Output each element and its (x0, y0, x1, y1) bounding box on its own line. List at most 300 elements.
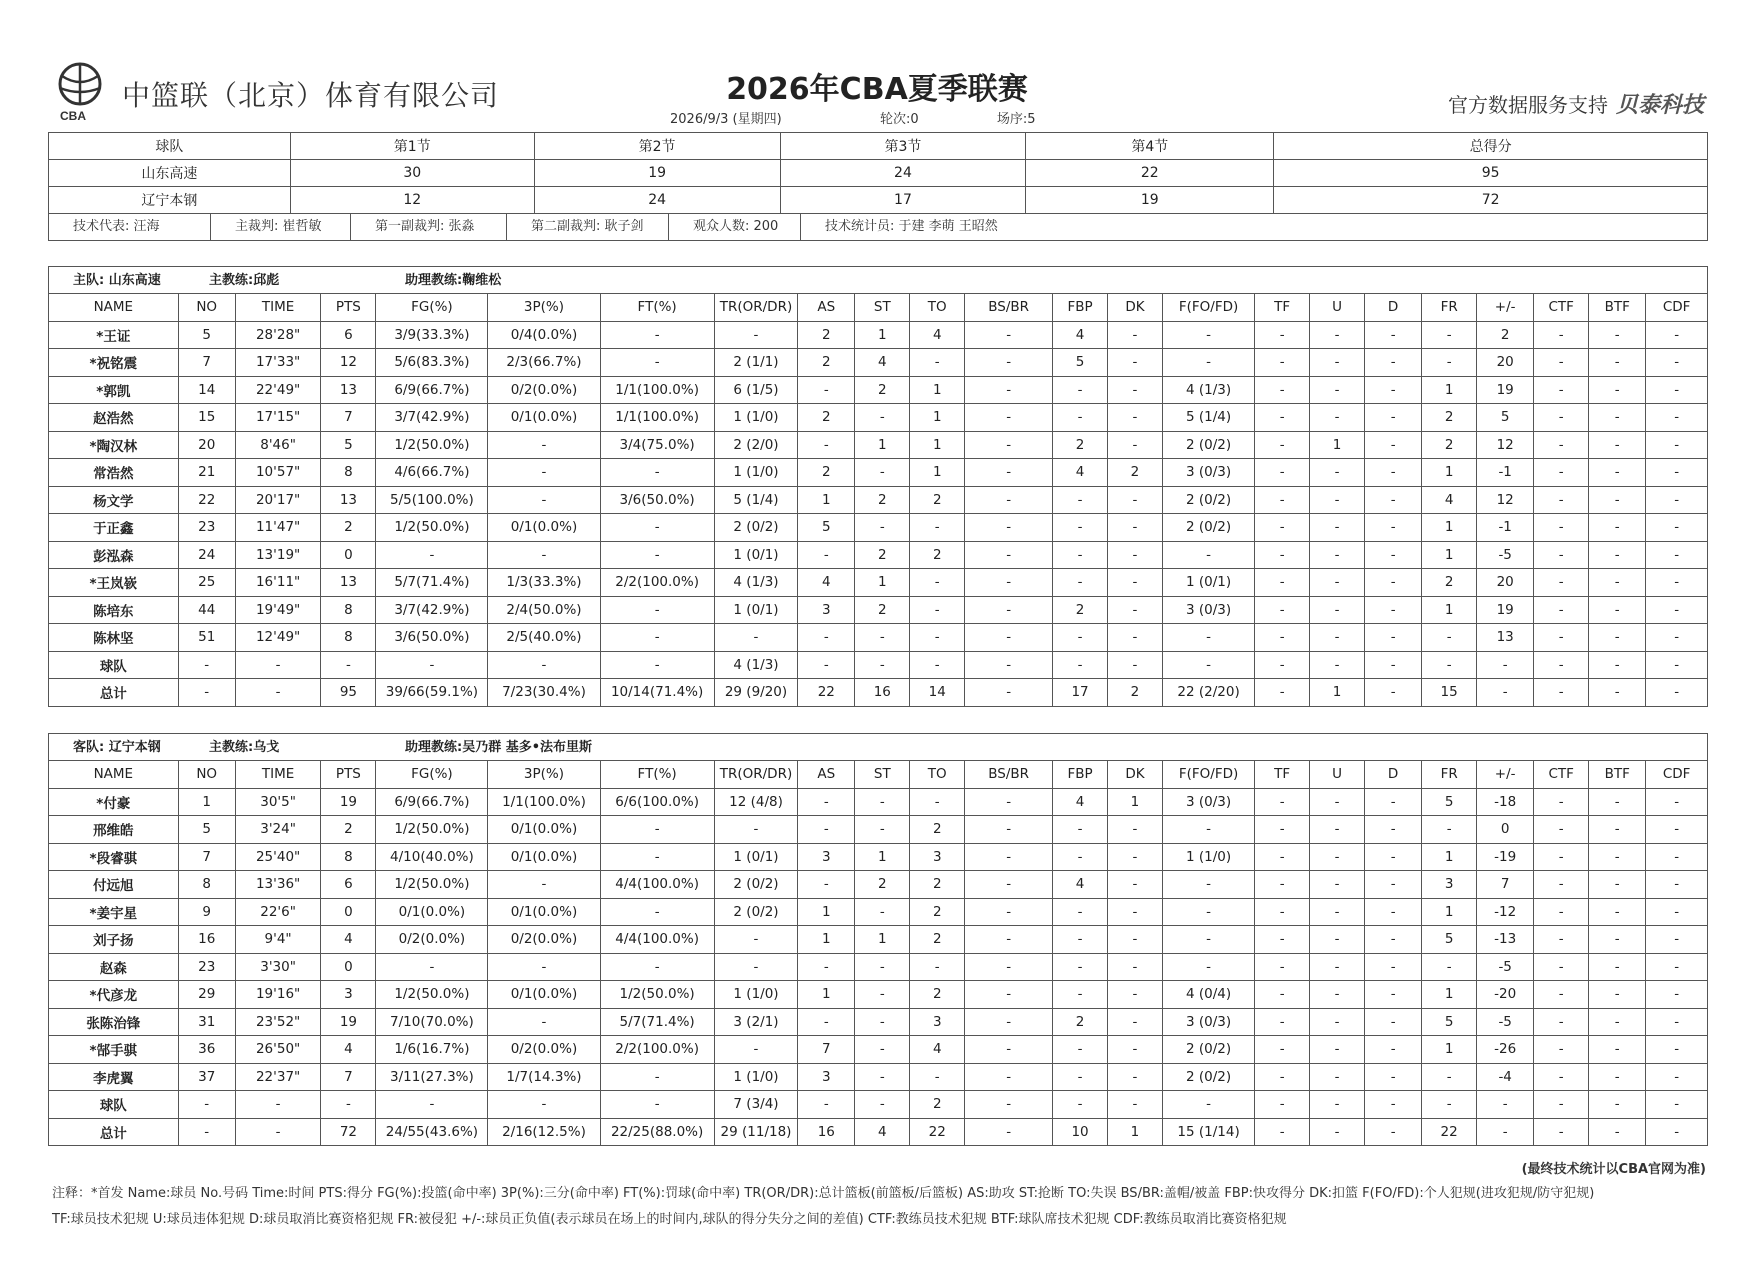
stat-cell: - (1365, 926, 1422, 954)
stat-cell: 1/2(50.0%) (376, 514, 488, 542)
stat-cell: - (1422, 651, 1477, 679)
stat-cell: - (965, 376, 1053, 404)
stat-cell: 1 (855, 431, 910, 459)
stat-cell: 2/5(40.0%) (488, 624, 600, 652)
column-header: AS (798, 294, 855, 322)
stat-cell: - (1108, 321, 1163, 349)
stat-cell: - (714, 321, 797, 349)
stat-cell: 2/2(100.0%) (600, 1036, 714, 1064)
stat-cell: - (1310, 321, 1365, 349)
stat-cell: 2/3(66.7%) (488, 349, 600, 377)
column-header: NAME (49, 761, 179, 789)
stat-cell: 1/2(50.0%) (376, 816, 488, 844)
stat-cell: - (1053, 651, 1108, 679)
stat-cell: - (1162, 651, 1254, 679)
stat-cell: - (910, 624, 965, 652)
stat-cell: 5 (178, 321, 235, 349)
stat-cell: - (488, 953, 600, 981)
footer-note: (最终技术统计以CBA官网为准) (1521, 1162, 1706, 1177)
stat-cell: - (1589, 569, 1646, 597)
stat-cell: - (965, 321, 1053, 349)
stat-cell: - (1108, 624, 1163, 652)
stat-cell: 2 (910, 981, 965, 1009)
stat-cell: - (965, 404, 1053, 432)
stat-cell: - (1365, 541, 1422, 569)
stat-cell: - (1108, 898, 1163, 926)
player-name: 总计 (49, 1118, 179, 1146)
stat-cell: 9'4" (235, 926, 321, 954)
game-title: 2026年CBA夏季联赛 (726, 72, 1028, 107)
stat-cell: - (910, 596, 965, 624)
stat-cell: - (855, 404, 910, 432)
stat-cell: 25 (178, 569, 235, 597)
stat-cell: 5 (1422, 926, 1477, 954)
stat-cell: - (1646, 981, 1708, 1009)
player-name: 刘子扬 (49, 926, 179, 954)
stat-cell: - (798, 431, 855, 459)
stat-cell: - (1053, 953, 1108, 981)
stat-cell: 15 (1/14) (1162, 1118, 1254, 1146)
stat-cell: 22 (178, 486, 235, 514)
home-player-row (49, 376, 1708, 404)
stat-cell: 72 (321, 1118, 376, 1146)
stat-cell: 4 (1422, 486, 1477, 514)
stat-cell: 2 (910, 1091, 965, 1119)
officials-row (48, 213, 1708, 241)
column-header: TR(OR/DR) (714, 294, 797, 322)
attendance: 观众人数: 200 (669, 214, 801, 240)
stat-cell: -13 (1477, 926, 1534, 954)
column-header: F(FO/FD) (1162, 294, 1254, 322)
stat-cell: 1 (855, 321, 910, 349)
stat-cell: 3 (2/1) (714, 1008, 797, 1036)
stat-cell: 95 (321, 679, 376, 707)
stat-cell: 29 (9/20) (714, 679, 797, 707)
stat-cell: - (855, 1063, 910, 1091)
stat-cell: - (1108, 651, 1163, 679)
score-cell: 22 (1026, 160, 1274, 187)
stat-cell: - (1646, 1118, 1708, 1146)
stat-cell: - (1646, 624, 1708, 652)
column-header: NO (178, 761, 235, 789)
stat-cell: 1/1(100.0%) (600, 376, 714, 404)
stat-cell: -5 (1477, 953, 1534, 981)
stat-cell: - (178, 679, 235, 707)
stat-cell: 1/6(16.7%) (376, 1036, 488, 1064)
stat-cell: - (376, 953, 488, 981)
stat-cell: 1/2(50.0%) (376, 431, 488, 459)
stat-cell: - (1162, 1091, 1254, 1119)
stat-cell: - (1255, 596, 1310, 624)
stat-cell: - (1589, 431, 1646, 459)
stat-cell: - (1534, 1008, 1589, 1036)
stat-cell: - (1589, 1118, 1646, 1146)
stat-cell: 5 (798, 514, 855, 542)
stat-cell: 14 (178, 376, 235, 404)
stat-cell: 1 (1/0) (714, 459, 797, 487)
stat-cell: - (1365, 1036, 1422, 1064)
stat-cell: 2 (1053, 596, 1108, 624)
stat-cell: - (1534, 376, 1589, 404)
stat-cell: 5/7(71.4%) (376, 569, 488, 597)
stat-cell: - (600, 514, 714, 542)
stat-cell: 5 (1/4) (1162, 404, 1254, 432)
stat-cell: - (1422, 624, 1477, 652)
stat-cell: - (1589, 624, 1646, 652)
stat-cell: - (1255, 459, 1310, 487)
stat-cell: - (1310, 569, 1365, 597)
away-player-row (49, 843, 1708, 871)
stat-cell: 13'19" (235, 541, 321, 569)
stat-cell: - (1310, 514, 1365, 542)
stat-cell: 4 (798, 569, 855, 597)
stat-cell: 0/1(0.0%) (488, 816, 600, 844)
score-header: 总得分 (1274, 133, 1708, 160)
stat-cell: 22 (798, 679, 855, 707)
company-name: 中篮联（北京）体育有限公司 (122, 79, 500, 112)
score-header: 第1节 (290, 133, 534, 160)
stat-cell: 2 (855, 541, 910, 569)
stat-cell: - (965, 1036, 1053, 1064)
stat-cell: -5 (1477, 1008, 1534, 1036)
away-player-row (49, 816, 1708, 844)
stat-cell: - (1255, 376, 1310, 404)
stat-cell: 22 (910, 1118, 965, 1146)
home-assistant: 助理教练:鞠维松 (405, 273, 502, 288)
stat-cell: - (1534, 1091, 1589, 1119)
stat-cell: - (1310, 926, 1365, 954)
stat-cell: 15 (1422, 679, 1477, 707)
stat-cell: 2 (0/2) (714, 871, 797, 899)
stat-cell: - (376, 541, 488, 569)
stat-cell: 2 (0/2) (1162, 1036, 1254, 1064)
stat-cell: 3'30" (235, 953, 321, 981)
score-header: 球队 (49, 133, 291, 160)
player-name: *姜宇星 (49, 898, 179, 926)
stat-cell: - (1108, 514, 1163, 542)
column-header: 3P(%) (488, 294, 600, 322)
stat-cell: - (1646, 651, 1708, 679)
stat-cell: 8'46" (235, 431, 321, 459)
stat-cell: 2 (798, 404, 855, 432)
stat-cell: 2 (910, 541, 965, 569)
stat-cell: - (1365, 349, 1422, 377)
column-header: TO (910, 761, 965, 789)
stat-cell: 12 (321, 349, 376, 377)
stat-cell: - (965, 1118, 1053, 1146)
stat-cell: 4 (1053, 459, 1108, 487)
stat-cell: - (1053, 514, 1108, 542)
stat-cell: - (488, 459, 600, 487)
stat-cell: - (965, 596, 1053, 624)
stat-cell: - (1589, 321, 1646, 349)
stat-cell: - (1646, 816, 1708, 844)
stat-cell: - (1646, 1008, 1708, 1036)
player-name: 赵浩然 (49, 404, 179, 432)
stat-cell: - (910, 651, 965, 679)
stat-cell: - (714, 926, 797, 954)
umpire-2: 第二副裁判: 耿子剑 (507, 214, 669, 240)
stat-cell: - (600, 321, 714, 349)
stat-cell: 12 (1477, 486, 1534, 514)
stat-cell: -4 (1477, 1063, 1534, 1091)
stat-cell: - (1534, 1063, 1589, 1091)
stat-cell: - (714, 816, 797, 844)
stat-cell: - (798, 871, 855, 899)
stat-cell: 1 (1108, 788, 1163, 816)
stat-cell: - (1422, 1063, 1477, 1091)
stat-cell: 1/2(50.0%) (600, 981, 714, 1009)
stat-cell: - (1255, 486, 1310, 514)
stat-cell: 3/6(50.0%) (600, 486, 714, 514)
stat-cell: 0/1(0.0%) (488, 404, 600, 432)
stat-cell: - (1255, 1063, 1310, 1091)
stat-cell: 2 (798, 321, 855, 349)
stat-cell: - (488, 431, 600, 459)
stat-cell: - (910, 1063, 965, 1091)
away-player-row (49, 1118, 1708, 1146)
stat-cell: - (235, 651, 321, 679)
column-header: PTS (321, 294, 376, 322)
stat-cell: - (178, 1091, 235, 1119)
stat-cell: - (1310, 843, 1365, 871)
stat-cell: - (1310, 1091, 1365, 1119)
stat-cell: - (1589, 679, 1646, 707)
stat-cell: - (1162, 541, 1254, 569)
stat-cell: 5/7(71.4%) (600, 1008, 714, 1036)
stat-cell: 1/3(33.3%) (488, 569, 600, 597)
stat-cell: 1 (1422, 514, 1477, 542)
stat-cell: 29 (11/18) (714, 1118, 797, 1146)
stat-cell: -5 (1477, 541, 1534, 569)
away-player-row (49, 1008, 1708, 1036)
stat-cell: 26'50" (235, 1036, 321, 1064)
stat-cell: 2 (1108, 679, 1163, 707)
player-name: 总计 (49, 679, 179, 707)
score-header: 第3节 (780, 133, 1026, 160)
away-player-row (49, 1036, 1708, 1064)
stat-cell: - (600, 651, 714, 679)
stat-cell: 0/2(0.0%) (376, 926, 488, 954)
stat-cell: - (1053, 981, 1108, 1009)
stat-cell: - (1589, 926, 1646, 954)
stat-cell: -20 (1477, 981, 1534, 1009)
stat-cell: 3 (798, 1063, 855, 1091)
stat-cell: 3/9(33.3%) (376, 321, 488, 349)
stat-cell: - (1310, 486, 1365, 514)
stat-cell: 2 (1422, 431, 1477, 459)
stat-cell: - (1589, 898, 1646, 926)
stat-cell: 19'49" (235, 596, 321, 624)
home-player-row (49, 541, 1708, 569)
stat-cell: 2/4(50.0%) (488, 596, 600, 624)
away-player-row (49, 788, 1708, 816)
stat-cell: - (1108, 816, 1163, 844)
stat-cell: 1 (1310, 679, 1365, 707)
stat-cell: - (1255, 871, 1310, 899)
stat-cell: 14 (910, 679, 965, 707)
home-player-row (49, 569, 1708, 597)
stat-cell: 2 (0/2) (1162, 1063, 1254, 1091)
stat-cell: - (1365, 1063, 1422, 1091)
stat-cell: - (1646, 1063, 1708, 1091)
stat-cell: 7/10(70.0%) (376, 1008, 488, 1036)
stat-cell: 3 (798, 843, 855, 871)
away-coach: 主教练:乌戈 (209, 740, 280, 755)
stat-cell: - (1589, 816, 1646, 844)
stat-cell: - (1534, 898, 1589, 926)
stat-cell: 31 (178, 1008, 235, 1036)
stat-cell: - (910, 569, 965, 597)
away-player-row (49, 926, 1708, 954)
home-boxscore (48, 293, 1708, 707)
stat-cell: 16 (855, 679, 910, 707)
column-header: NAME (49, 294, 179, 322)
column-header: D (1365, 294, 1422, 322)
stat-cell: - (1477, 651, 1534, 679)
player-name: 付远旭 (49, 871, 179, 899)
stat-cell: - (965, 514, 1053, 542)
stat-cell: 1 (0/1) (714, 596, 797, 624)
stat-cell: - (1534, 651, 1589, 679)
stat-cell: - (1646, 953, 1708, 981)
stat-cell: 5 (178, 816, 235, 844)
player-name: 杨文学 (49, 486, 179, 514)
score-cell: 24 (534, 187, 780, 214)
stat-cell: 22 (1422, 1118, 1477, 1146)
svg-text:CBA: CBA (60, 109, 86, 122)
stat-cell: - (1108, 1091, 1163, 1119)
score-row-home (49, 160, 1708, 187)
column-header: +/- (1477, 761, 1534, 789)
stat-cell: 0/2(0.0%) (488, 376, 600, 404)
stat-cell: 19 (1477, 596, 1534, 624)
stat-cell: 11'47" (235, 514, 321, 542)
stat-cell: 20'17" (235, 486, 321, 514)
stat-cell: - (1646, 321, 1708, 349)
stat-cell: - (376, 1091, 488, 1119)
stat-cell: 1 (1108, 1118, 1163, 1146)
column-header: TF (1255, 294, 1310, 322)
column-header: FT(%) (600, 294, 714, 322)
stat-cell: - (1534, 624, 1589, 652)
stat-cell: - (1589, 981, 1646, 1009)
column-header: TO (910, 294, 965, 322)
stat-cell: 36 (178, 1036, 235, 1064)
stat-cell: - (1589, 953, 1646, 981)
stat-cell: 10'57" (235, 459, 321, 487)
away-player-row (49, 1091, 1708, 1119)
stat-cell: - (1589, 871, 1646, 899)
stat-cell: - (1162, 624, 1254, 652)
stat-cell: -12 (1477, 898, 1534, 926)
player-name: 常浩然 (49, 459, 179, 487)
stat-cell: - (1255, 651, 1310, 679)
stat-cell: 4/4(100.0%) (600, 871, 714, 899)
stat-cell: 7 (798, 1036, 855, 1064)
column-header: CTF (1534, 761, 1589, 789)
stat-cell: - (1589, 1036, 1646, 1064)
stat-cell: 2 (910, 486, 965, 514)
score-cell: 24 (780, 160, 1026, 187)
stat-cell: - (1108, 569, 1163, 597)
stat-cell: 1 (855, 843, 910, 871)
column-header: TIME (235, 294, 321, 322)
stat-cell: 1 (1422, 376, 1477, 404)
stat-cell: - (1162, 926, 1254, 954)
stat-cell: - (600, 1063, 714, 1091)
stat-cell: 6/9(66.7%) (376, 788, 488, 816)
stat-cell: - (714, 1036, 797, 1064)
stat-cell: 1/7(14.3%) (488, 1063, 600, 1091)
stat-cell: 2 (0/2) (1162, 486, 1254, 514)
stat-cell: - (965, 679, 1053, 707)
stat-cell: 23 (178, 953, 235, 981)
stat-cell: - (1365, 431, 1422, 459)
stat-cell: 3/7(42.9%) (376, 596, 488, 624)
stat-cell: - (1589, 376, 1646, 404)
stat-cell: - (1310, 596, 1365, 624)
away-assistant: 助理教练:吴乃群 基多•法布里斯 (405, 740, 593, 755)
stat-cell: - (1646, 1091, 1708, 1119)
column-header: ST (855, 294, 910, 322)
player-name: 于正鑫 (49, 514, 179, 542)
tech-rep: 技术代表: 汪海 (49, 214, 211, 240)
stat-cell: - (1477, 1118, 1534, 1146)
stat-cell: - (1108, 596, 1163, 624)
stat-cell: 6/6(100.0%) (600, 788, 714, 816)
stat-cell: 1 (910, 376, 965, 404)
player-name: *代彦龙 (49, 981, 179, 1009)
stat-cell: - (1108, 1036, 1163, 1064)
stat-cell: - (1365, 321, 1422, 349)
stat-cell: - (1589, 651, 1646, 679)
column-header: ST (855, 761, 910, 789)
umpire-1: 第一副裁判: 张淼 (351, 214, 507, 240)
stat-cell: - (600, 541, 714, 569)
stat-cell: 1 (1422, 541, 1477, 569)
stat-cell: - (600, 349, 714, 377)
stat-cell: 2/16(12.5%) (488, 1118, 600, 1146)
stat-cell: - (965, 459, 1053, 487)
stat-cell: 1 (798, 486, 855, 514)
away-player-row (49, 898, 1708, 926)
stat-cell: - (600, 816, 714, 844)
score-cell: 95 (1274, 160, 1708, 187)
stat-cell: - (1365, 1118, 1422, 1146)
stat-cell: - (1534, 788, 1589, 816)
stat-cell: - (855, 788, 910, 816)
stat-cell: 1/1(100.0%) (488, 788, 600, 816)
home-player-row (49, 349, 1708, 377)
stat-cell: - (798, 624, 855, 652)
stat-cell: - (1365, 404, 1422, 432)
stat-cell: - (1534, 596, 1589, 624)
stat-cell: 4 (321, 926, 376, 954)
stat-cell: - (965, 1091, 1053, 1119)
game-meta (670, 108, 1036, 127)
stat-cell: - (1422, 349, 1477, 377)
stat-cell: - (1646, 679, 1708, 707)
stat-cell: 13 (321, 486, 376, 514)
stat-cell: 2 (0/2) (1162, 431, 1254, 459)
stat-cell: - (1646, 486, 1708, 514)
stat-cell: 3 (0/3) (1162, 1008, 1254, 1036)
stat-cell: - (965, 569, 1053, 597)
home-column-header-row (49, 294, 1708, 322)
stat-cell: -1 (1477, 514, 1534, 542)
stat-cell: - (1365, 843, 1422, 871)
